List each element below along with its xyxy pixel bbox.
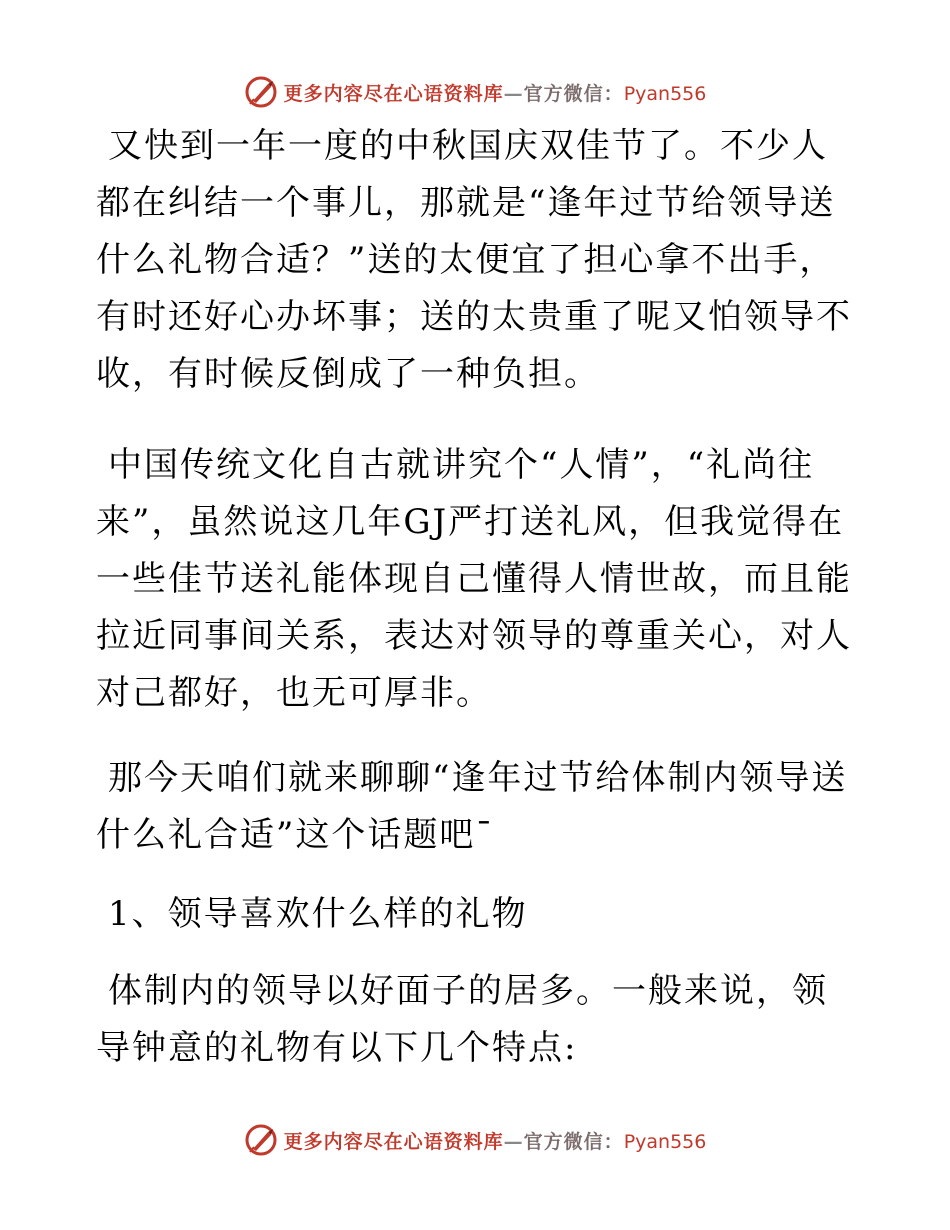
watermark-label: 官方微信： <box>523 82 624 105</box>
section-heading: 1、领导喜欢什么样的礼物 <box>108 894 528 934</box>
quill-pen-logo-icon <box>244 1123 278 1157</box>
watermark-brand: 更多内容尽在心语资料库 <box>283 82 504 105</box>
paragraph-intro: 又快到一年一度的中秋国庆双佳节了。不少人都在纠结一个事儿，那就是“逢年过节给领导送什么礼物合适？”送的太便宜了担心拿不出手，有时还好心办坏事；送的太贵重了呢又怕领导不收，有时候反倒成了一种负担。 <box>96 126 852 394</box>
watermark-brand: 更多内容尽在心语资料库 <box>283 1130 504 1153</box>
watermark-wechat-id: Pyan556 <box>623 1130 707 1153</box>
footer-watermark <box>0 1120 950 1160</box>
paragraph-features: 体制内的领导以好面子的居多。一般来说，领导钟意的礼物有以下几个特点: <box>96 971 828 1068</box>
document-body <box>96 118 856 1111</box>
watermark-wechat-id: Pyan556 <box>623 82 707 105</box>
header-watermark <box>0 72 950 112</box>
watermark-label: 官方微信： <box>523 1130 624 1153</box>
quill-pen-logo-icon <box>244 75 278 109</box>
paragraph-topic: 那今天咱们就来聊聊“逢年过节给体制内领导送什么礼合适”这个话题吧¯ <box>96 758 848 855</box>
watermark-dash: — <box>503 82 524 105</box>
paragraph-tradition: 中国传统文化自古就讲究个“人情”，“礼尚往来”，虽然说这几年GJ严打送礼风，但我觉得在一些佳节送礼能体现自己懂得人情世故，而且能拉近同事间关系，表达对领导的尊重关心，对人对己都好，也无可厚非。 <box>96 445 852 713</box>
watermark-dash: — <box>503 1130 524 1153</box>
